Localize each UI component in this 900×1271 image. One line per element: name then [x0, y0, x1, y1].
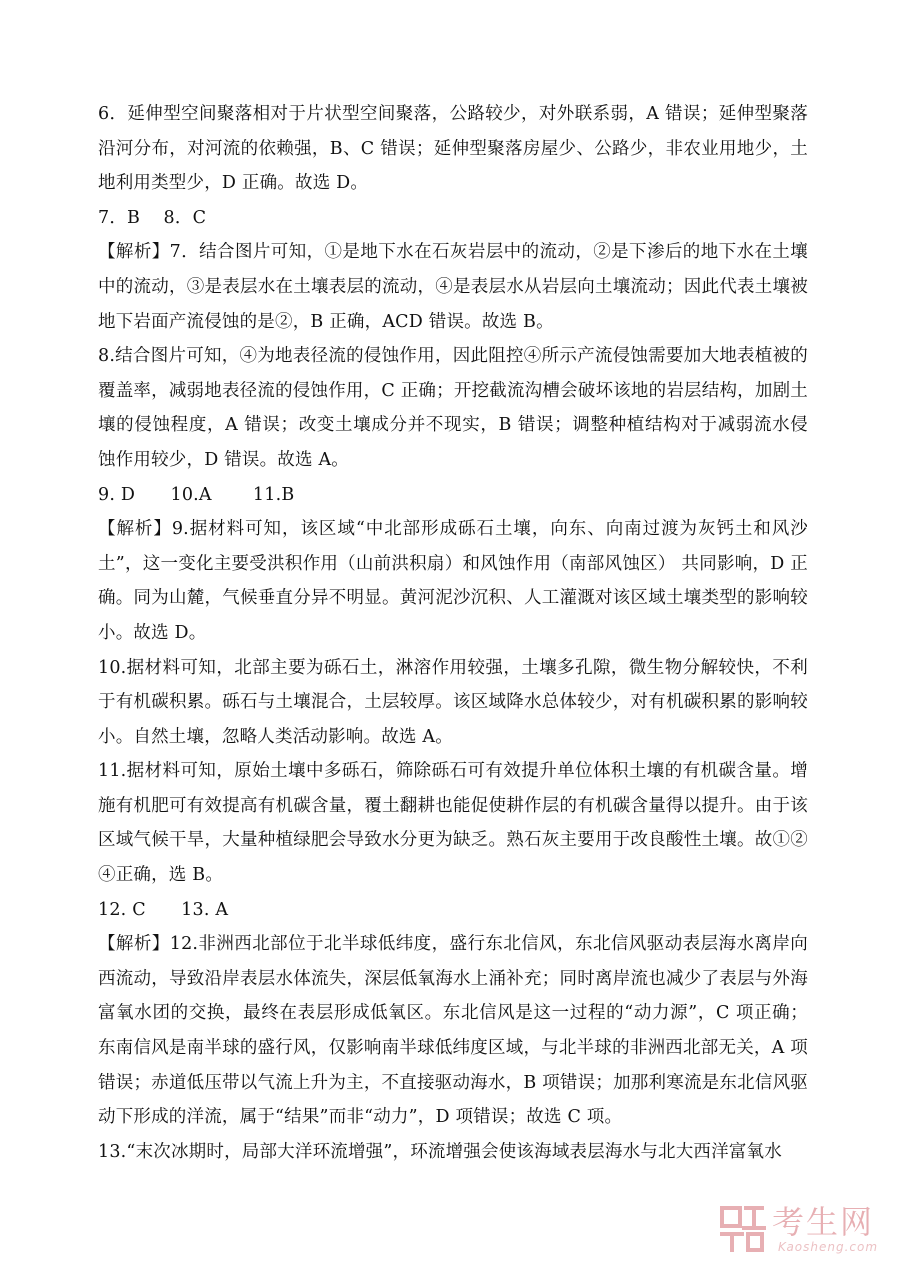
paragraph-q11-analysis: 11.据材料可知，原始土壤中多砾石，筛除砾石可有效提升单位体积土壤的有机碳含量。增施有机肥可有效提高有机碳含量，覆土翻耕也能促使耕作层的有机碳含量得以提升。由于该区域气候干旱，大量种植绿肥会导致水分更为缺乏。熟石灰主要用于改良酸性土壤。故①②④正确，选 B。 [98, 761, 808, 886]
kaosheng-watermark [718, 1200, 898, 1266]
paragraph-q6-explanation: 6．延伸型空间聚落相对于片状型空间聚落，公路较少，对外联系弱，A 错误；延伸型聚落沿河分布，对河流的依赖强，B、C 错误；延伸型聚落房屋少、公路少，非农业用地少，土地利用类型少，D 正确。故选 D。 [98, 104, 808, 194]
paragraph-q13-analysis: 13.“末次冰期时，局部大洋环流增强”，环流增强会使该海域表层海水与北大西洋富氧水 [98, 1141, 782, 1162]
paragraph-q9-analysis: 【解析】9.据材料可知，该区域“中北部形成砾石土壤，向东、向南过渡为灰钙土和风沙土”，这一变化主要受洪积作用（山前洪积扇）和风蚀作用（南部风蚀区） 共同影响，D 正确。同为山麓，气候垂直分异不明显。黄河泥沙沉积、人工灌溉对该区域土壤类型的影响较小。故选 D。 [98, 519, 808, 643]
paragraph-q12-analysis: 【解析】12.非洲西北部位于北半球低纬度，盛行东北信风，东北信风驱动表层海水离岸向西流动，导致沿岸表层水体流失，深层低氧海水上涌补充；同时离岸流也减少了表层与外海富氧水团的交换，最终在表层形成低氧区。东北信风是这一过程的“动力源”，C 项正确；东南信风是南半球的盛行风，仅影响南半球低纬度区域，与北半球的非洲西北部无关，A 项错误；赤道低压带以气流上升为主，不直接驱动海水，B 项错误；加那利寒流是东北信风驱动下形成的洋流，属于“结果”而非“动力”，D 项错误；故选 C 项。 [98, 934, 808, 1128]
paragraph-answers-9-11: 9. D 10.A 11.B [98, 484, 295, 505]
kaosheng-logo-icon [718, 1204, 766, 1254]
paragraph-answers-7-8: 7．B 8．C [98, 207, 207, 228]
paragraph-answers-12-13: 12. C 13. A [98, 899, 229, 920]
watermark-sub-text: Kaosheng.com [778, 1240, 879, 1254]
paragraph-q8-analysis: 8.结合图片可知，④为地表径流的侵蚀作用，因此阻控④所示产流侵蚀需要加大地表植被的覆盖率，减弱地表径流的侵蚀作用，C 正确；开挖截流沟槽会破坏该地的岩层结构，加剧土壤的侵蚀程度，A 错误；改变土壤成分并不现实，B 错误；调整种植结构对于减弱流水侵蚀作用较少，D 错误。故选 A。 [98, 346, 808, 470]
paragraph-q10-analysis: 10.据材料可知，北部主要为砾石土，淋溶作用较强，土壤多孔隙，微生物分解较快，不利于有机碳积累。砾石与土壤混合，土层较厚。该区域降水总体较少，对有机碳积累的影响较小。自然土壤，忽略人类活动影响。故选 A。 [98, 657, 808, 747]
paragraph-q7-analysis: 【解析】7．结合图片可知，①是地下水在石灰岩层中的流动，②是下渗后的地下水在土壤中的流动，③是表层水在土壤表层的流动，④是表层水从岩层向土壤流动；因此代表土壤被地下岩面产流侵蚀的是②，B 正确，ACD 错误。故选 B。 [98, 242, 808, 332]
answer-document [98, 97, 808, 1169]
watermark-main-text: 考生网 [772, 1203, 875, 1241]
